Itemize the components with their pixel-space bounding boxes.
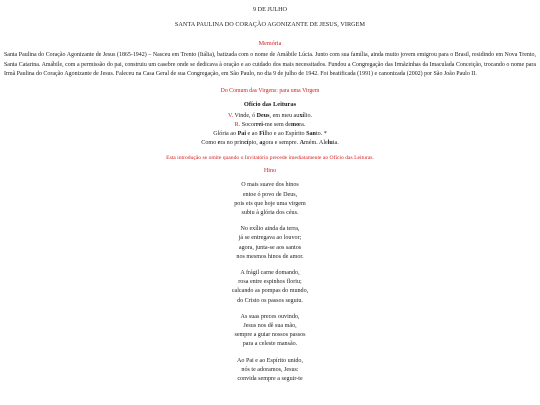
- hymn-line: A frágil carne domando,: [240, 269, 300, 276]
- verse-text: Socor: [240, 121, 256, 128]
- hymn-line: agora, junta-se aos santos: [238, 244, 302, 251]
- oficio-verse-line: [4, 112, 536, 121]
- hymn-line: nós te adoramos, Jesus:: [241, 366, 299, 373]
- oficio-verses: [4, 112, 536, 149]
- hymn-line: subiu à glória dos céus.: [241, 209, 299, 216]
- verse-text: Vinde, ó: [233, 112, 257, 119]
- verse-text: Pai: [237, 130, 247, 137]
- hymn-line: No exílio ainda da terra,: [240, 226, 300, 233]
- memoria-label: Memória: [258, 40, 282, 47]
- saint-title: SANTA PAULINA DO CORAÇÃO AGONIZANTE DE JESUS, VIRGEM: [174, 21, 366, 28]
- verse-text: pio,: [248, 140, 260, 147]
- verse-text: A: [299, 140, 305, 147]
- verse-text: Fi: [259, 130, 265, 137]
- hymn-line: As suas preces ouvindo,: [240, 313, 300, 320]
- verse-text: Como: [201, 140, 218, 147]
- hino-stanzas: [4, 181, 536, 384]
- verse-text: Deus: [256, 112, 270, 119]
- verse-text: to. *: [315, 130, 327, 137]
- biography-paragraph: Santa Paulina do Coração Agonizante de Jesus (1865-1942) – Nasceu em Trento (Itália), batizada com o nome de Amábile Lúcia. Junto com sua família, ainda muito jovem emigrou para o Brasil, residindo em Nova Trento, Santa Catarina. Amábile, com a permissão do pai, construiu um casebre onde se dedicava à oração e ao cuidado dos mais necessitados. Fundou a Congregação das Irmãzinhas da Imaculada Conceição, trocando o nome para Irmã Paulina do Coração Agonizante de Jesus. Faleceu na Casa Geral de sua Congregação, em São Paulo, no dia 9 de julho de 1942. Foi beatificada (1991) e canonizada (2002) por São João Paulo II.: [4, 52, 536, 77]
- hymn-stanza: [4, 357, 536, 385]
- verse-text: lio.: [304, 112, 313, 119]
- hymn-line: do Cristo os passos seguiu.: [237, 297, 303, 304]
- verse-text: ia.: [332, 140, 339, 147]
- hymn-line: já se entregava ao louvor;: [238, 235, 302, 242]
- verse-text: Glória ao: [213, 130, 238, 137]
- hymn-line: Jesus nos dê sua mão,: [243, 322, 297, 329]
- oficio-verse-line: [4, 121, 536, 130]
- verse-marker: V.: [227, 112, 234, 119]
- verse-text: a: [259, 140, 263, 147]
- hymn-line: convida sempre a seguir-te: [237, 375, 303, 382]
- hymn-line: O mais suave dos hinos: [241, 182, 299, 189]
- hymn-line: Ao Pai e ao Espírito unido,: [236, 357, 303, 364]
- hino-title: Hino: [263, 167, 277, 175]
- verse-text: mo: [291, 121, 300, 128]
- verse-text: gora e sempre.: [262, 140, 300, 147]
- hymn-stanza: [4, 181, 536, 218]
- hymn-line: para a celeste mansão.: [242, 341, 298, 348]
- verse-marker: R.: [234, 121, 241, 128]
- oficio-verse-line: [4, 130, 536, 139]
- verse-text: -me sem de: [262, 121, 292, 128]
- verse-text: lu: [327, 140, 333, 147]
- hymn-stanza: [4, 225, 536, 262]
- verse-text: , em meu au: [269, 112, 300, 119]
- hymn-line: rosa entre espinhos floriu;: [238, 279, 302, 286]
- hymn-line: nos mesmos hinos de amor.: [236, 253, 304, 260]
- commum-link[interactable]: Do Comum das Virgens: para uma Virgem: [220, 87, 320, 94]
- oficio-verse-line: [4, 139, 536, 148]
- hymn-stanza: [4, 269, 536, 306]
- hymn-stanza: [4, 313, 536, 350]
- verse-text: lho e ao Espírito: [264, 130, 307, 137]
- hymn-line: sempre a guiar nossos passos: [234, 332, 306, 339]
- verse-text: ra no prin: [220, 140, 245, 147]
- hymn-line: entoe ó povo de Deus,: [242, 191, 298, 198]
- verse-text: mém. Ale: [304, 140, 328, 147]
- date-heading: 9 DE JULHO: [252, 6, 288, 13]
- verse-text: San: [306, 130, 316, 137]
- hymn-line: pois eis que hoje uma virgem: [234, 200, 306, 207]
- verse-text: xí: [299, 112, 305, 119]
- verse-text: ra.: [299, 121, 306, 128]
- verse-text: e ao: [246, 130, 260, 137]
- hymn-line: calcando as pompas do mundo,: [231, 288, 309, 295]
- oficio-title: Ofício das Leituras: [243, 100, 297, 108]
- verse-text: e: [217, 140, 221, 147]
- rubric-note: Esta introdução se omite quando o Invitatório precede imediatamente ao Ofício das Leituras.: [166, 155, 374, 162]
- verse-text: cí: [244, 140, 249, 147]
- verse-text: rei: [255, 121, 263, 128]
